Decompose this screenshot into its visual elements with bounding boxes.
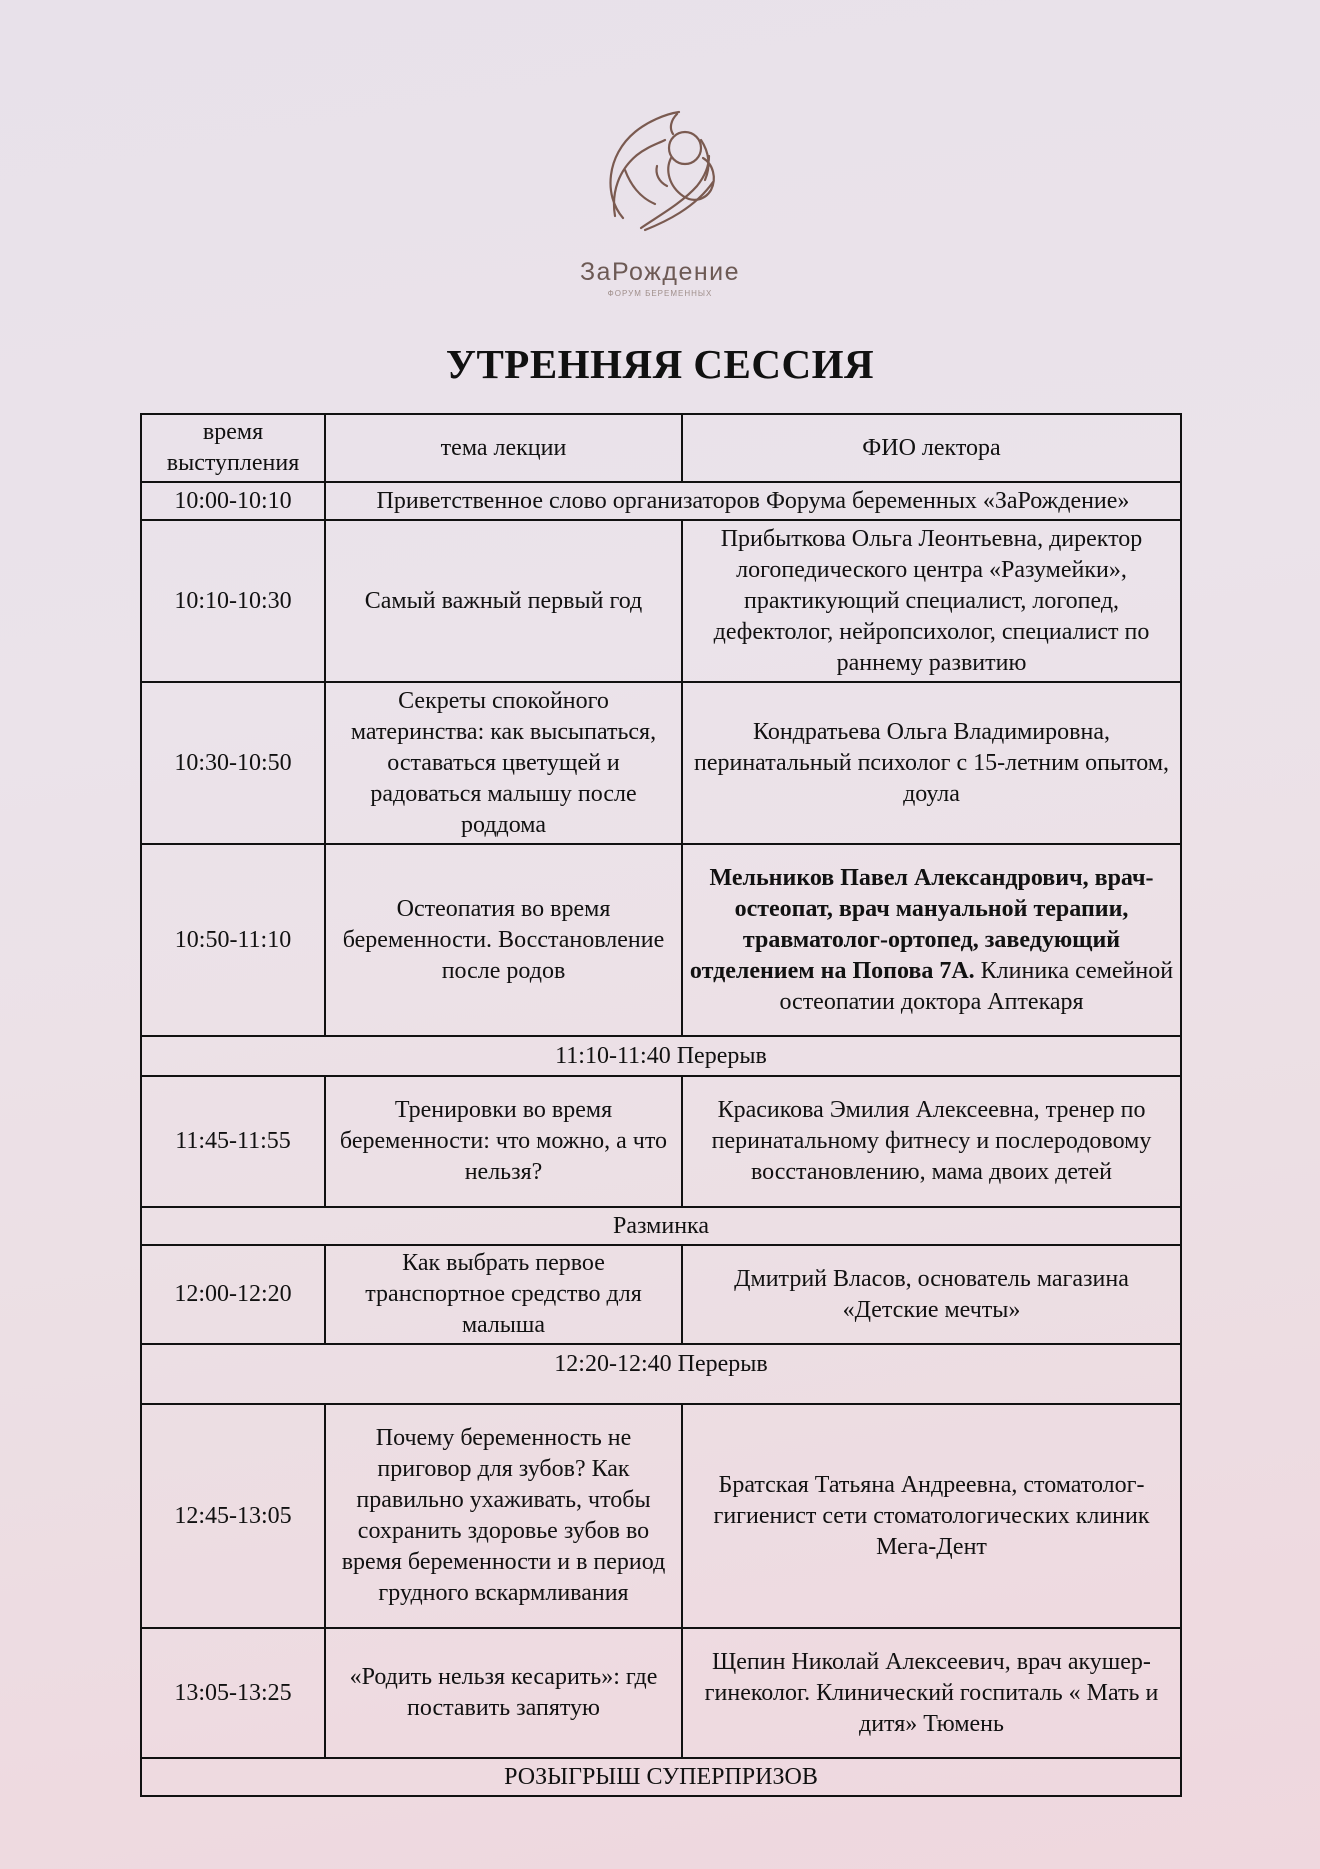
row-topic: Остеопатия во время беременности. Восстановление после родов: [325, 844, 682, 1036]
logo-subtitle: ФОРУМ БЕРЕМЕННЫХ: [607, 289, 713, 298]
table-row: [141, 1076, 1181, 1207]
table-row: [141, 844, 1181, 1036]
table-row-break: [141, 1036, 1181, 1076]
logo-name: ЗаРождение: [579, 258, 741, 286]
row-topic: «Родить нельзя кесарить»: где поставить запятую: [325, 1628, 682, 1758]
row-time: 10:10-10:30: [141, 520, 325, 682]
warmup-label: Разминка: [141, 1207, 1181, 1245]
row-topic: Секреты спокойного материнства: как высыпаться, оставаться цветущей и радоваться малышу после роддома: [325, 682, 682, 844]
lecturer-clinic: Клиника семейной остеопатии доктора Аптекаря: [779, 957, 1174, 1015]
row-topic: Тренировки во время беременности: что можно, а что нельзя?: [325, 1076, 682, 1207]
row-lecturer: Кондратьева Ольга Владимировна, перинатальный психолог с 15-летним опытом, доула: [682, 682, 1181, 844]
row-welcome-text: Приветственное слово организаторов Форума беременных «ЗаРождение»: [325, 482, 1181, 520]
mother-baby-logo-icon: [585, 100, 735, 250]
header-topic: тема лекции: [325, 414, 682, 482]
row-lecturer: Прибыткова Ольга Леонтьевна, директор логопедического центра «Разумейки», практикующий специалист, логопед, дефектолог, нейропсихолог, специалист по раннему развитию: [682, 520, 1181, 682]
forum-logo: [560, 100, 760, 305]
table-row: [141, 1404, 1181, 1628]
row-time: 10:30-10:50: [141, 682, 325, 844]
row-time: 10:00-10:10: [141, 482, 325, 520]
row-lecturer: Красикова Эмилия Алексеевна, тренер по перинатальному фитнесу и послеродовому восстановлению, мама двоих детей: [682, 1076, 1181, 1207]
table-row: [141, 1628, 1181, 1758]
row-topic: Как выбрать первое транспортное средство для малыша: [325, 1245, 682, 1344]
table-header-row: [141, 414, 1181, 482]
break-label: 12:20-12:40 Перерыв: [141, 1344, 1181, 1404]
prize-draw-label: РОЗЫГРЫШ СУПЕРПРИЗОВ: [141, 1758, 1181, 1796]
row-lecturer: Щепин Николай Алексеевич, врач акушер-гинеколог. Клинический госпиталь « Мать и дитя» Тюмень: [682, 1628, 1181, 1758]
row-topic: Самый важный первый год: [325, 520, 682, 682]
row-lecturer: [682, 844, 1181, 1036]
row-lecturer: Дмитрий Власов, основатель магазина «Детские мечты»: [682, 1245, 1181, 1344]
table-row-break: [141, 1344, 1181, 1404]
table-row: [141, 520, 1181, 682]
table-row: [141, 1245, 1181, 1344]
table-row: [141, 482, 1181, 520]
break-label: 11:10-11:40 Перерыв: [141, 1036, 1181, 1076]
row-time: 11:45-11:55: [141, 1076, 325, 1207]
row-time: 13:05-13:25: [141, 1628, 325, 1758]
row-time: 12:45-13:05: [141, 1404, 325, 1628]
header-lecturer: ФИО лектора: [682, 414, 1181, 482]
header-time: время выступления: [141, 414, 325, 482]
schedule-table: [140, 413, 1182, 1797]
page-title: УТРЕННЯЯ СЕССИЯ: [445, 341, 875, 387]
table-row-final: [141, 1758, 1181, 1796]
table-row: [141, 682, 1181, 844]
table-row-warmup: [141, 1207, 1181, 1245]
lecturer-name-bold: Мельников Павел Александрович, врач-остеопат, врач мануальной терапии, травматолог-ортопед, заведующий отделением на Попова 7А.: [689, 864, 1154, 984]
row-lecturer: Братская Татьяна Андреевна, стоматолог-гигиенист сети стоматологических клиник Мега-Дент: [682, 1404, 1181, 1628]
row-topic: Почему беременность не приговор для зубов? Как правильно ухаживать, чтобы сохранить здоровье зубов во время беременности и в период грудного вскармливания: [325, 1404, 682, 1628]
row-time: 10:50-11:10: [141, 844, 325, 1036]
row-time: 12:00-12:20: [141, 1245, 325, 1344]
